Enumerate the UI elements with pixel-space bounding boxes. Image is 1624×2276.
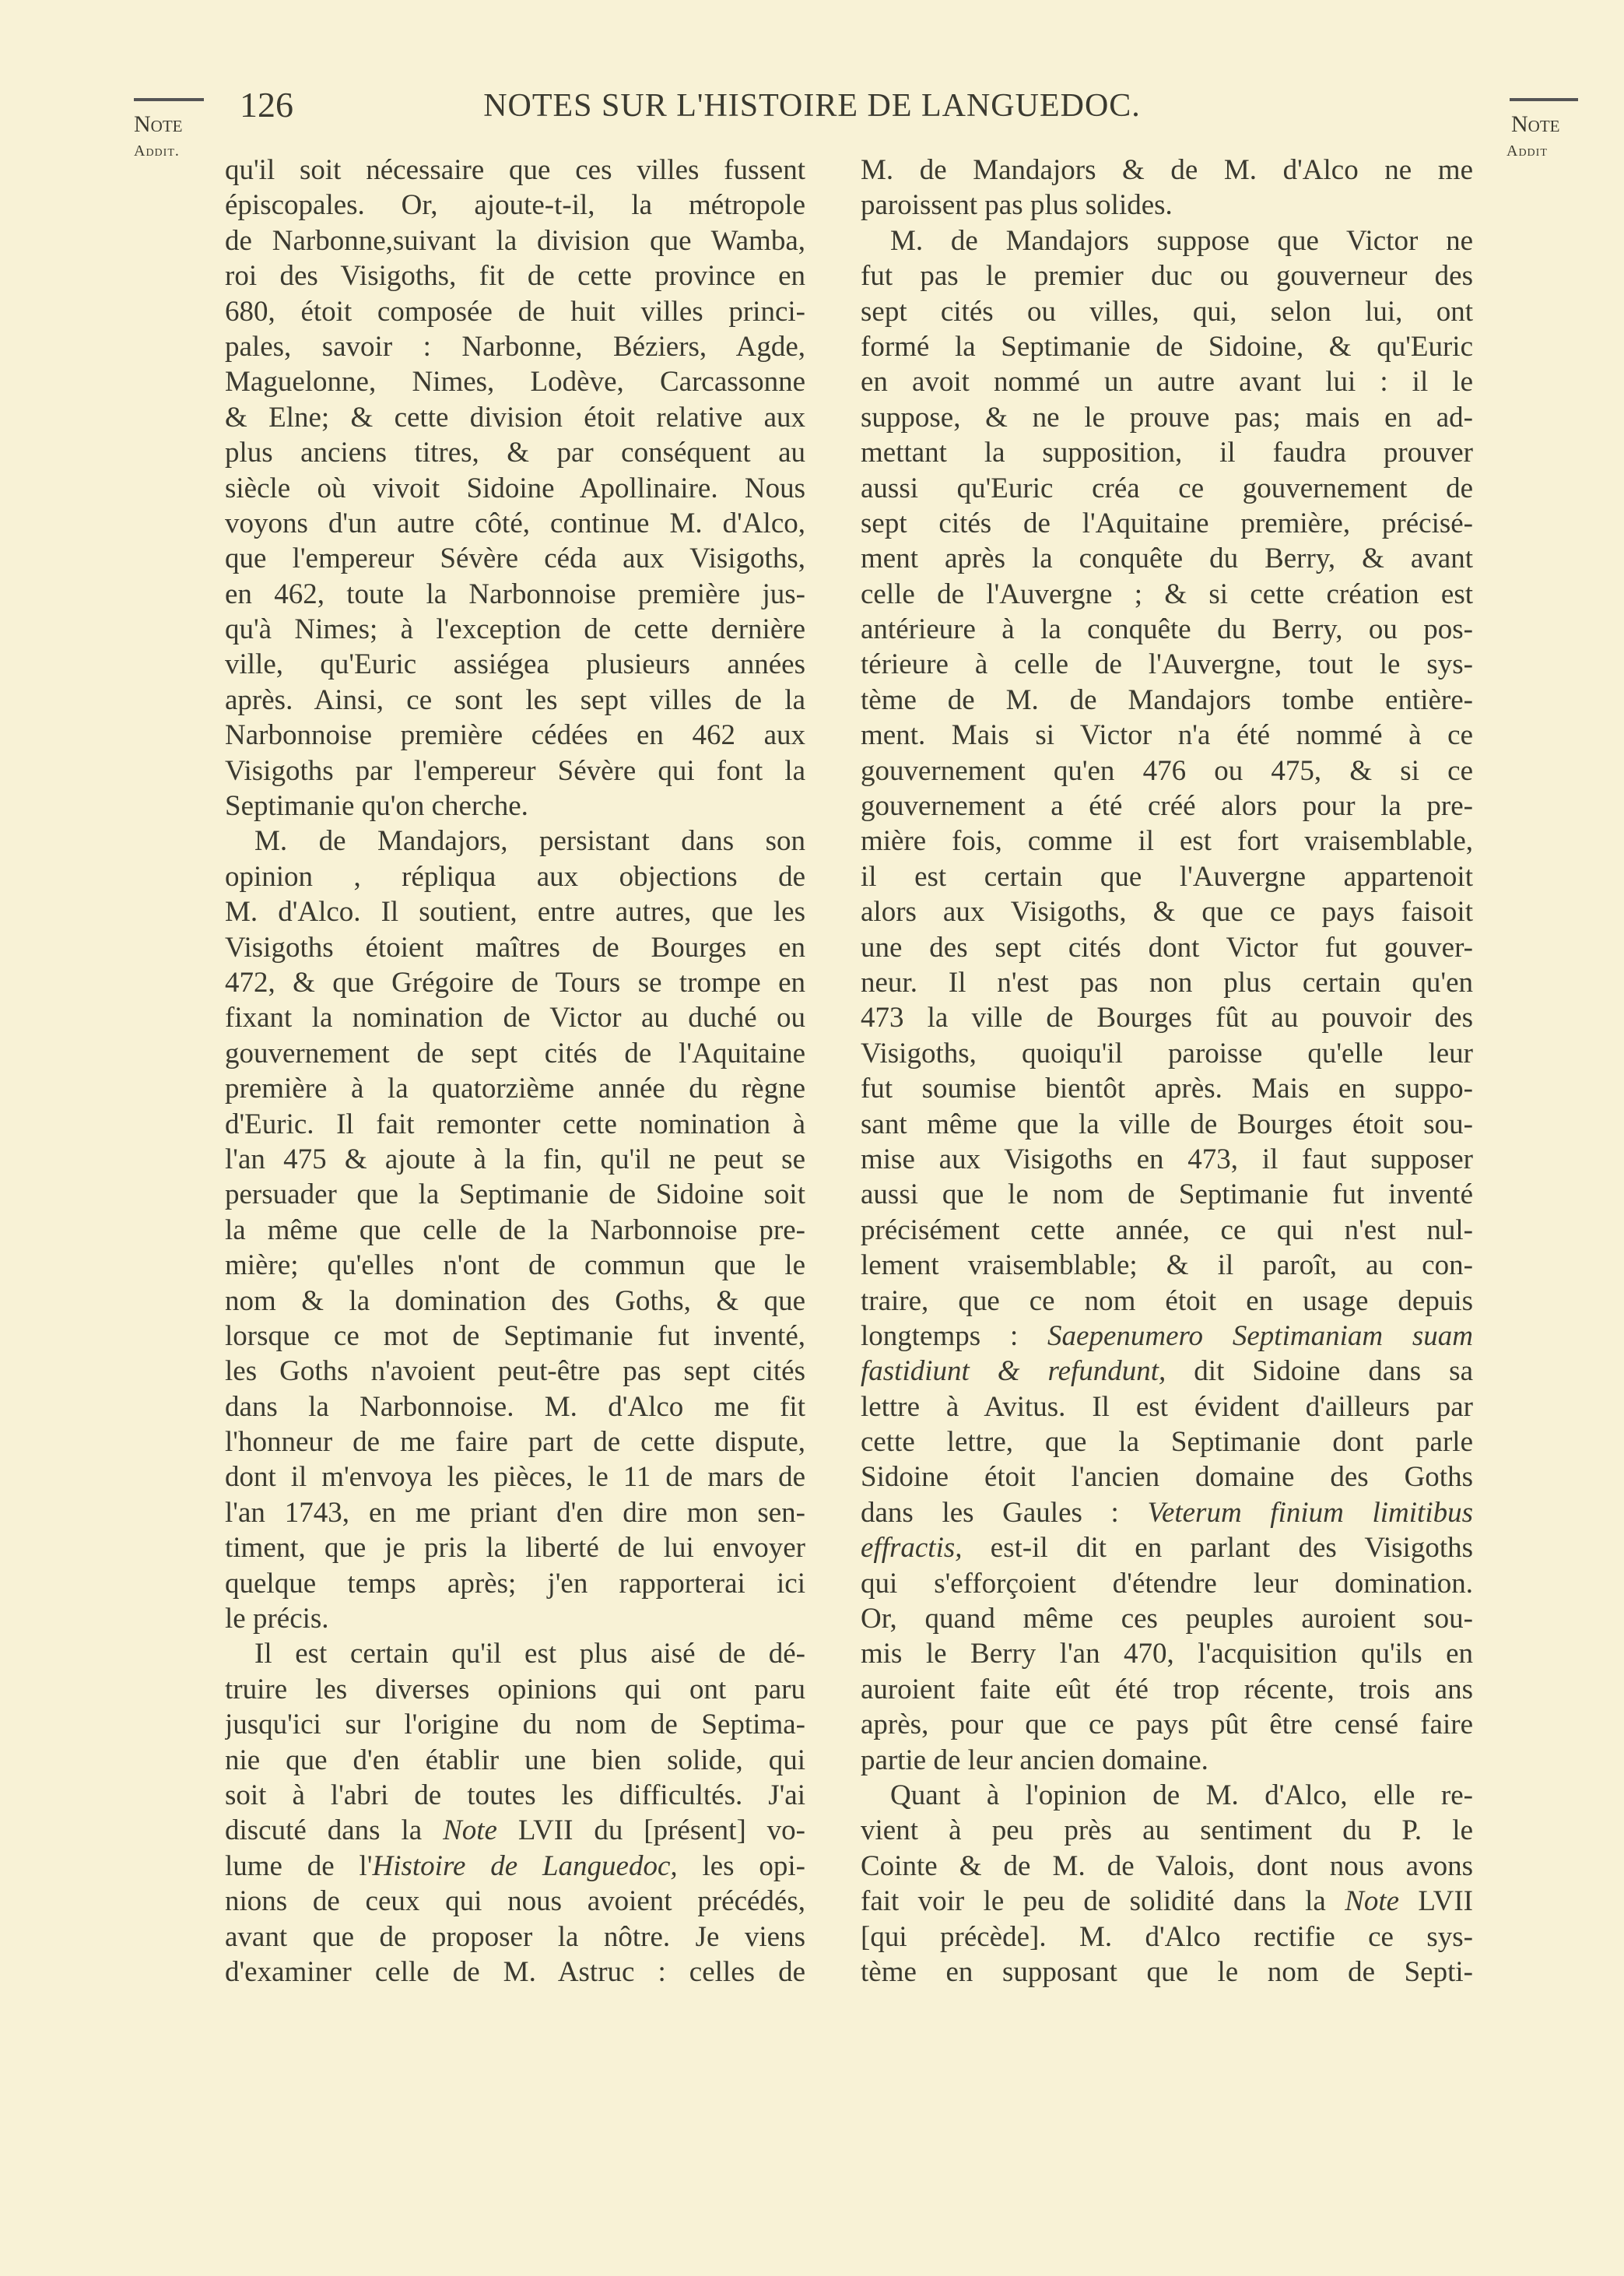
text-line: & Elne; & cette division étoit relative aux	[225, 401, 805, 434]
italic-text: Veterum finium limitibus	[1147, 1496, 1473, 1529]
text-line: mière; qu'elles n'ont de commun que le	[225, 1249, 805, 1282]
text-line: aussi qu'Euric créa ce gouvernement de	[861, 472, 1473, 504]
text-line: siècle où vivoit Sidoine Apollinaire. Nous	[225, 472, 805, 504]
text-line: que l'empereur Sévère céda aux Visigoths,	[225, 543, 805, 575]
text-line: pales, savoir : Narbonne, Béziers, Agde,	[225, 330, 805, 363]
text-line: térieure à celle de l'Auvergne, tout le sys-	[861, 648, 1473, 681]
text-line: Narbonnoise première cédées en 462 aux	[225, 719, 805, 752]
text-line: d'Euric. Il fait remonter cette nomination à	[225, 1108, 805, 1140]
text-line: gouvernement a été créé alors pour la pre-	[861, 790, 1473, 823]
text-line: 473 la ville de Bourges fût au pouvoir des	[861, 1002, 1473, 1034]
text-segment: dit Sidoine dans sa	[1166, 1355, 1473, 1388]
text-line: les Goths n'avoient peut-être pas sept cités	[225, 1355, 805, 1388]
text-line: ment après la conquête du Berry, & avant	[861, 543, 1473, 575]
text-line	[861, 1884, 1473, 1919]
margin-note-right: Note	[1511, 111, 1560, 137]
italic-text: Note	[443, 1814, 497, 1847]
text-line: M. de Mandajors, persistant dans son	[254, 825, 805, 858]
text-line: partie de leur ancien domaine.	[861, 1744, 1208, 1776]
text-line: première à la quatorzième année du règne	[225, 1073, 805, 1105]
text-line: Or, quand même ces peuples auroient sou-	[861, 1603, 1473, 1635]
text-line: gouvernement de sept cités de l'Aquitaine	[225, 1037, 805, 1070]
text-line: Visigoths, quoiqu'il paroisse qu'elle leur	[861, 1037, 1473, 1070]
text-segment: fait voir le peu de solidité dans la	[861, 1885, 1345, 1918]
text-line: avant que de proposer la nôtre. Je viens	[225, 1920, 805, 1953]
text-line: Visigoths par l'empereur Sévère qui font la	[225, 754, 805, 787]
text-line: une des sept cités dont Victor fut gouver-	[861, 931, 1473, 964]
text-line: M. de Mandajors suppose que Victor ne	[890, 224, 1473, 257]
text-line: après, pour que ce pays pût être censé faire	[861, 1709, 1473, 1741]
text-line: truire les diverses opinions qui ont paru	[225, 1673, 805, 1705]
text-line: l'an 1743, en me priant d'en dire mon sen-	[225, 1496, 805, 1529]
text-line: auroient faite eût été trop récente, trois ans	[861, 1673, 1473, 1705]
text-line: opinion , répliqua aux objections de	[225, 860, 805, 893]
text-line: gouvernement qu'en 476 ou 475, & si ce	[861, 754, 1473, 787]
page-number: 126	[240, 85, 293, 125]
text-line: [qui précède]. M. d'Alco rectifie ce sys-	[861, 1920, 1473, 1953]
text-segment: est-il dit en parlant des Visigoths	[962, 1532, 1473, 1565]
text-line: qu'à Nimes; à l'exception de cette dernière	[225, 613, 805, 646]
text-line: Quant à l'opinion de M. d'Alco, elle re-	[890, 1779, 1473, 1811]
text-line: de Narbonne,suivant la division que Wamba,	[225, 224, 805, 257]
text-line: lement vraisemblable; & il paroît, au con-	[861, 1249, 1473, 1282]
text-line: tème de M. de Mandajors tombe entière-	[861, 683, 1473, 716]
text-line: l'honneur de me faire part de cette dispute,	[225, 1426, 805, 1459]
italic-text: Note	[1345, 1885, 1400, 1918]
text-line: épiscopales. Or, ajoute-t-il, la métropole	[225, 189, 805, 222]
text-line: mise aux Visigoths en 473, il faut supposer	[861, 1143, 1473, 1175]
text-line: traire, que ce nom étoit en usage depuis	[861, 1284, 1473, 1317]
text-line: Maguelonne, Nimes, Lodève, Carcassonne	[225, 366, 805, 399]
text-line: sept cités de l'Aquitaine première, précisé-	[861, 507, 1473, 539]
text-line: persuader que la Septimanie de Sidoine soit	[225, 1178, 805, 1211]
text-line	[861, 1495, 1473, 1530]
text-line: d'examiner celle de M. Astruc : celles de	[225, 1955, 805, 1988]
margin-addit-right: Addit	[1506, 142, 1548, 160]
text-line: cette lettre, que la Septimanie dont parle	[861, 1426, 1473, 1459]
text-line: formé la Septimanie de Sidoine, & qu'Euric	[861, 330, 1473, 363]
text-line: fut pas le premier duc ou gouverneur des	[861, 260, 1473, 293]
text-line: celle de l'Auvergne ; & si cette création est	[861, 578, 1473, 610]
text-line: précisément cette année, ce qui n'est nul-	[861, 1214, 1473, 1246]
text-line: en avoit nommé un autre avant lui : il le	[861, 366, 1473, 399]
text-line: dans la Narbonnoise. M. d'Alco me fit	[225, 1390, 805, 1423]
text-line: sant même que la ville de Bourges étoit sou-	[861, 1108, 1473, 1140]
text-line: suppose, & ne le prouve pas; mais en ad-	[861, 401, 1473, 434]
text-line: la même que celle de la Narbonnoise pre-	[225, 1214, 805, 1246]
paragraph	[861, 153, 1473, 223]
text-line: plus anciens titres, & par conséquent au	[225, 437, 805, 469]
text-line: mettant la supposition, il faudra prouver	[861, 437, 1473, 469]
text-line: alors aux Visigoths, & que ce pays faisoit	[861, 896, 1473, 929]
text-line	[225, 1849, 805, 1884]
text-line: soit à l'abri de toutes les difficultés. J'ai	[225, 1779, 805, 1811]
italic-text: Saepenumero Septimaniam suam	[1047, 1319, 1473, 1352]
text-line: qu'il soit nécessaire que ces villes fussent	[225, 154, 805, 186]
text-segment: lume de l'	[225, 1849, 373, 1882]
paragraph	[225, 1636, 805, 1990]
text-line: M. de Mandajors & de M. d'Alco ne me	[861, 154, 1473, 186]
text-line: 680, étoit composée de huit villes princi-	[225, 295, 805, 328]
text-line: fut soumise bientôt après. Mais en suppo-	[861, 1073, 1473, 1105]
text-segment: longtemps :	[861, 1319, 1048, 1352]
italic-text: effractis,	[861, 1532, 963, 1565]
text-line: Il est certain qu'il est plus aisé de dé-	[254, 1638, 805, 1670]
text-line: voyons d'un autre côté, continue M. d'Alco,	[225, 507, 805, 539]
text-segment: LVII du [présent] vo-	[496, 1814, 805, 1847]
text-line: jusqu'ici sur l'origine du nom de Septima-	[225, 1709, 805, 1741]
text-segment: dans les Gaules :	[861, 1496, 1148, 1529]
text-line: ment. Mais si Victor n'a été nommé à ce	[861, 719, 1473, 752]
text-segment: LVII	[1399, 1885, 1473, 1918]
text-segment: discuté dans la	[225, 1814, 444, 1847]
paragraph	[861, 223, 1473, 1778]
text-column-left	[225, 153, 805, 1990]
text-line: vient à peu près au sentiment du P. le	[861, 1814, 1473, 1847]
text-line: ville, qu'Euric assiégea plusieurs années	[225, 648, 805, 681]
text-line: Cointe & de M. de Valois, dont nous avons	[861, 1849, 1473, 1882]
text-line	[861, 1354, 1473, 1389]
text-line: Septimanie qu'on cherche.	[225, 790, 528, 823]
text-line: mière fois, comme il est fort vraisemblable,	[861, 825, 1473, 858]
text-line: fixant la nomination de Victor au duché ou	[225, 1002, 805, 1034]
text-line: après. Ainsi, ce sont les sept villes de la	[225, 683, 805, 716]
text-line: nions de ceux qui nous avoient précédés,	[225, 1885, 805, 1918]
text-line: roi des Visigoths, fit de cette province en	[225, 260, 805, 293]
text-line: aussi que le nom de Septimanie fut inventé	[861, 1178, 1473, 1211]
text-line	[225, 1813, 805, 1848]
text-line: neur. Il n'est pas non plus certain qu'en	[861, 966, 1473, 999]
text-line: l'an 475 & ajoute à la fin, qu'il ne peut se	[225, 1143, 805, 1175]
text-line: tème en supposant que le nom de Septi-	[861, 1955, 1473, 1988]
text-line: Sidoine étoit l'ancien domaine des Goths	[861, 1461, 1473, 1494]
italic-text: Histoire de Languedoc,	[372, 1849, 678, 1882]
text-line: timent, que je pris la liberté de lui envoyer	[225, 1532, 805, 1565]
text-line	[861, 1530, 1473, 1565]
text-line: il est certain que l'Auvergne appartenoit	[861, 860, 1473, 893]
text-line: 472, & que Grégoire de Tours se trompe en	[225, 966, 805, 999]
text-line: dont il m'envoya les pièces, le 11 de mars de	[225, 1461, 805, 1494]
paragraph	[225, 153, 805, 824]
paragraph	[861, 1778, 1473, 1990]
text-line: antérieure à la conquête du Berry, ou pos-	[861, 613, 1473, 646]
text-line: M. d'Alco. Il soutient, entre autres, que les	[225, 896, 805, 929]
text-line: paroissent pas plus solides.	[861, 189, 1173, 222]
text-line: en 462, toute la Narbonnoise première jus-	[225, 578, 805, 610]
text-line: sept cités ou villes, qui, selon lui, ont	[861, 295, 1473, 328]
italic-text: fastidiunt & refundunt,	[861, 1355, 1166, 1388]
text-line: nie que d'en établir une bien solide, qui	[225, 1744, 805, 1776]
text-line	[861, 1319, 1473, 1354]
text-line: Visigoths étoient maîtres de Bourges en	[225, 931, 805, 964]
text-line: le précis.	[225, 1603, 329, 1635]
text-segment: les opi-	[677, 1849, 805, 1882]
text-line: quelque temps après; j'en rapporterai ici	[225, 1567, 805, 1600]
text-line: lettre à Avitus. Il est évident d'ailleurs par	[861, 1390, 1473, 1423]
text-line: qui s'efforçoient d'étendre leur domination.	[861, 1567, 1473, 1600]
text-line: nom & la domination des Goths, & que	[225, 1284, 805, 1317]
text-line: lorsque ce mot de Septimanie fut inventé,	[225, 1319, 805, 1352]
text-column-right	[861, 153, 1473, 1990]
text-line: mis le Berry l'an 470, l'acquisition qu'ils en	[861, 1638, 1473, 1670]
margin-note-left: Note	[134, 111, 183, 137]
paragraph	[225, 824, 805, 1636]
margin-addit-left: Addit.	[134, 142, 180, 160]
running-title: NOTES SUR L'HISTOIRE DE LANGUEDOC.	[483, 88, 1141, 124]
